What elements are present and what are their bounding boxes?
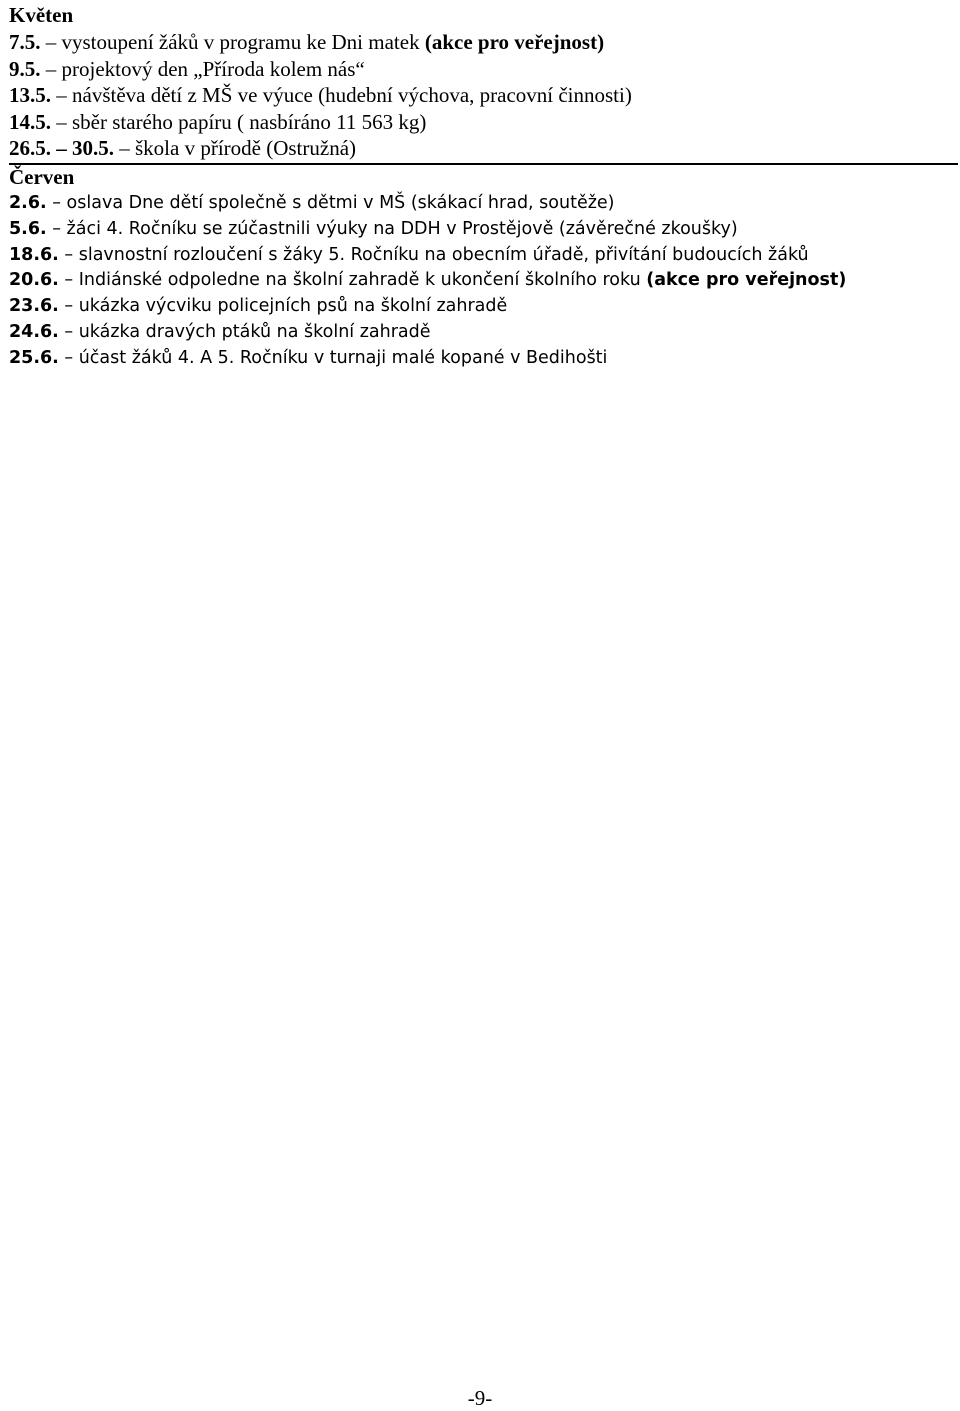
separator: – — [58, 270, 79, 291]
separator: – — [46, 193, 67, 213]
section-heading-may: Květen — [9, 3, 74, 27]
separator: – — [58, 296, 79, 317]
list-item — [9, 243, 949, 269]
list-item — [9, 135, 949, 162]
separator: – — [46, 218, 67, 239]
event-date: 9.5. — [9, 56, 41, 81]
event-date: 7.5. — [9, 30, 41, 54]
list-item — [9, 109, 949, 136]
event-date: 26.5. – 30.5. — [9, 136, 114, 160]
event-date: 14.5. — [9, 109, 51, 134]
event-date: 18.6. — [9, 244, 59, 265]
separator: – — [40, 56, 62, 81]
list-item — [9, 217, 949, 243]
list-item — [9, 191, 949, 217]
event-date: 20.6. — [9, 270, 59, 291]
event-text: škola v přírodě (Ostružná) — [135, 136, 357, 160]
event-text: slavnostní rozloučení s žáky 5. Ročníku na obecním úřadě, přivítání budoucích žáků — [78, 244, 809, 265]
separator: – — [58, 321, 79, 342]
event-text: účast žáků 4. A 5. Ročníku v turnaji malé kopané v Bedihošti — [78, 347, 608, 368]
event-text: sběr starého papíru ( nasbíráno 11 563 kg) — [72, 109, 427, 134]
event-date: 23.6. — [9, 296, 59, 317]
list-item — [9, 294, 949, 320]
section-may — [9, 2, 949, 162]
event-public-note: (akce pro veřejnost) — [646, 270, 847, 291]
page-number: -9- — [467, 1386, 493, 1410]
event-date: 25.6. — [9, 347, 59, 368]
separator: – — [51, 83, 72, 107]
event-text: vystoupení žáků v programu ke Dni matek — [61, 30, 425, 54]
list-item — [9, 346, 949, 372]
event-text: žáci 4. Ročníku se zúčastnili výuky na DDH v Prostějově (závěrečné zkoušky) — [66, 218, 738, 239]
list-item — [9, 320, 949, 346]
event-date: 13.5. — [9, 83, 51, 107]
list-item — [9, 29, 949, 56]
list-item — [9, 268, 949, 294]
list-item — [9, 82, 949, 109]
section-june — [9, 164, 949, 372]
separator: – — [40, 30, 62, 54]
event-text: návštěva dětí z MŠ ve výuce (hudební výchova, pracovní činnosti) — [72, 83, 632, 107]
event-text: projektový den „Příroda kolem nás“ — [61, 56, 365, 81]
event-text: ukázka dravých ptáků na školní zahradě — [78, 321, 431, 342]
event-text: oslava Dne dětí společně s dětmi v MŠ (skákací hrad, soutěže) — [66, 193, 615, 213]
event-date: 5.6. — [9, 218, 47, 239]
separator: – — [58, 244, 79, 265]
event-date: 24.6. — [9, 321, 59, 342]
event-date: 2.6. — [9, 193, 47, 213]
section-heading-june: Červen — [9, 165, 75, 189]
event-text: ukázka výcviku policejních psů na školní zahradě — [78, 296, 508, 317]
event-public-note: (akce pro veřejnost) — [424, 30, 605, 54]
separator: – — [114, 136, 135, 160]
separator: – — [58, 347, 79, 368]
list-item — [9, 56, 949, 83]
separator: – — [51, 109, 72, 134]
event-text: Indiánské odpoledne na školní zahradě k ukončení školního roku — [78, 270, 647, 291]
